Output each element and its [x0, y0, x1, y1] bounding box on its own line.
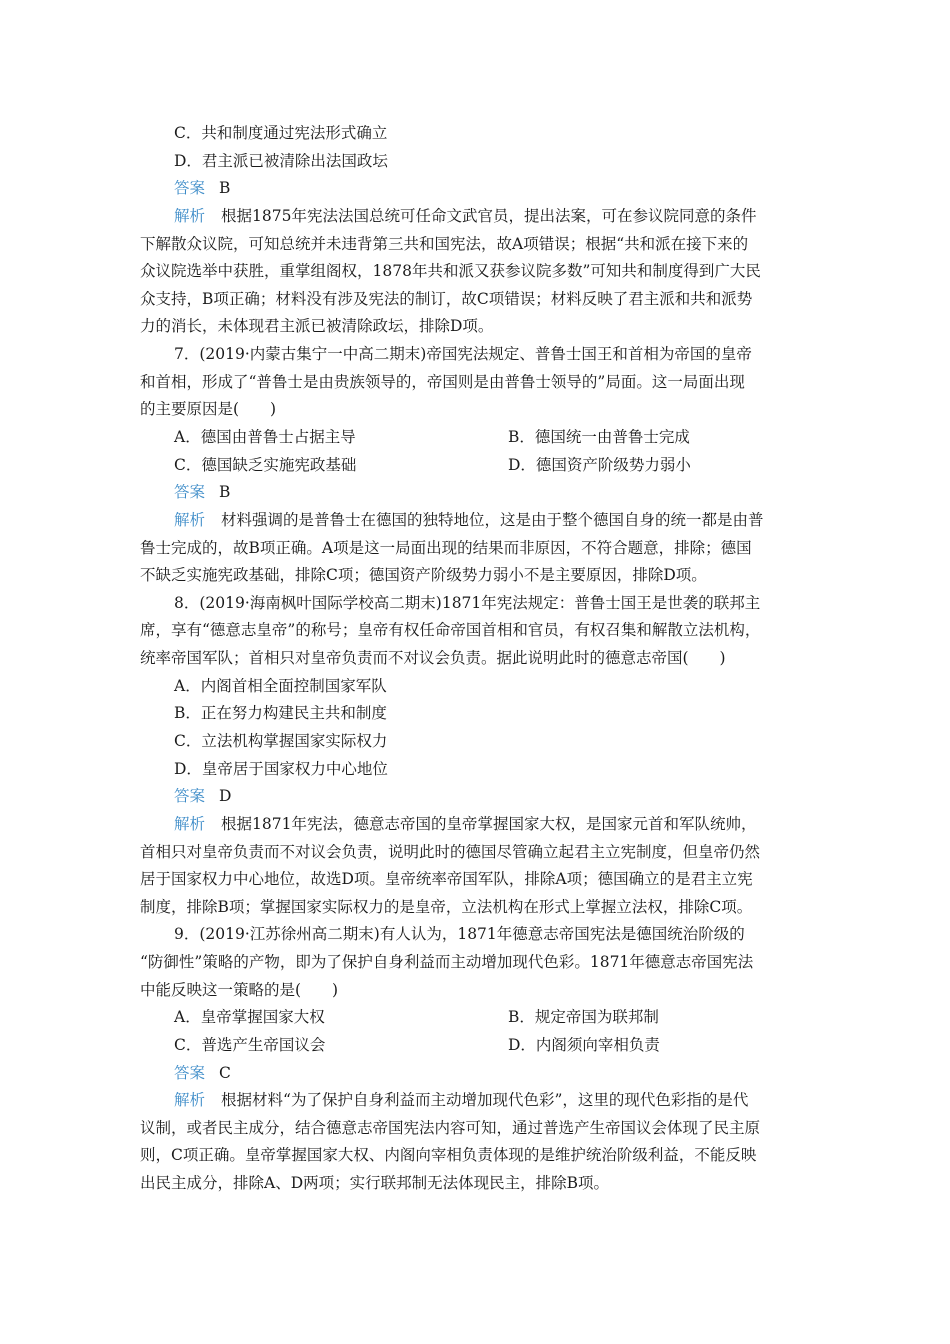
q8-analysis-line-3: 居于国家权力中心地位，故选D项。皇帝统率帝国军队，排除A项；德国确立的是君主立宪 [140, 870, 753, 888]
q9-analysis-line-2: 议制，或者民主成分，结合德意志帝国宪法内容可知，通过普选产生帝国议会体现了民主原 [140, 1119, 761, 1137]
q9-stem-line-2: “防御性”策略的产物，即为了保护自身利益而主动增加现代色彩。1871年德意志帝国宪法 [140, 953, 754, 971]
analysis-text: 根据材料“为了保护自身利益而主动增加现代色彩”，这里的现代色彩指的是代 [221, 1091, 749, 1109]
q6-answer [174, 175, 864, 203]
q9-stem-line-3: 中能反映这一策略的是( ) [140, 981, 339, 999]
q6-analysis-line-2: 下解散众议院，可知总统并未违背第三共和国宪法，故A项错误；根据“共和派在接下来的 [140, 235, 749, 253]
q7-answer [174, 479, 864, 507]
analysis-label: 解析 [174, 1091, 206, 1109]
answer-label: 答案 [174, 787, 206, 805]
q8-stem-line-1: 8．(2019·海南枫叶国际学校高二期末)1871年宪法规定：普鲁士国王是世袭的联邦主 [174, 594, 761, 612]
q6-analysis-line-5: 力的消长，未体现君主派已被清除政坛，排除D项。 [140, 317, 494, 335]
q8-answer [174, 783, 864, 811]
q8-analysis-line-1 [174, 811, 864, 839]
q7-option-b: B．德国统一由普鲁士完成 [508, 428, 690, 446]
q9-analysis-line-4: 出民主成分，排除A、D两项；实行联邦制无法体现民主，排除B项。 [140, 1174, 610, 1192]
q7-option-c: C．德国缺乏实施宪政基础 [174, 456, 357, 474]
answer-value: B [219, 179, 231, 197]
q9-stem-line-1: 9．(2019·江苏徐州高二期末)有人认为，1871年德意志帝国宪法是德国统治阶级的 [174, 925, 745, 943]
q9-analysis-line-1 [174, 1087, 864, 1115]
answer-label: 答案 [174, 179, 206, 197]
q7-option-d: D．德国资产阶级势力弱小 [508, 456, 691, 474]
answer-value: B [219, 483, 231, 501]
q7-stem-line-2: 和首相，形成了“普鲁士是由贵族领导的，帝国则是由普鲁士领导的”局面。这一局面出现 [140, 373, 745, 391]
answer-label: 答案 [174, 1064, 206, 1082]
answer-label: 答案 [174, 483, 206, 501]
q9-analysis-line-3: 则，C项正确。皇帝掌握国家大权、内阁向宰相负责体现的是维护统治阶级利益，不能反映 [140, 1146, 757, 1164]
q8-option-d: D．皇帝居于国家权力中心地位 [174, 760, 388, 778]
answer-value: D [219, 787, 232, 805]
analysis-text: 材料强调的是普鲁士在德国的独特地位，这是由于整个德国自身的统一都是由普 [221, 511, 764, 529]
q7-analysis-line-2: 鲁士完成的，故B项正确。A项是这一局面出现的结果而非原因，不符合题意，排除；德国 [140, 539, 752, 557]
q7-stem-line-3: 的主要原因是( ) [140, 400, 277, 418]
q8-analysis-line-4: 制度，排除B项；掌握国家实际权力的是皇帝，立法机构在形式上掌握立法权，排除C项。 [140, 898, 753, 916]
q6-option-d: D．君主派已被清除出法国政坛 [174, 152, 388, 170]
q6-option-c: C．共和制度通过宪法形式确立 [174, 124, 388, 142]
q7-analysis-line-1 [174, 507, 864, 535]
q8-option-c: C．立法机构掌握国家实际权力 [174, 732, 388, 750]
q6-analysis-line-3: 众议院选举中获胜，重掌组阁权，1878年共和派又获参议院多数”可知共和制度得到广大民 [140, 262, 761, 280]
analysis-label: 解析 [174, 511, 206, 529]
q9-option-d: D．内阁须向宰相负责 [508, 1036, 660, 1054]
answer-value: C [219, 1064, 231, 1082]
analysis-label: 解析 [174, 815, 206, 833]
q8-option-a: A．内阁首相全面控制国家军队 [174, 677, 387, 695]
q8-option-b: B．正在努力构建民主共和制度 [174, 704, 387, 722]
q8-analysis-line-2: 首相只对皇帝负责而不对议会负责，说明此时的德国尽管确立起君主立宪制度，但皇帝仍然 [140, 843, 761, 861]
analysis-text: 根据1871年宪法，德意志帝国的皇帝掌握国家大权，是国家元首和军队统帅， [221, 815, 757, 833]
q9-option-a: A．皇帝掌握国家大权 [174, 1008, 325, 1026]
q9-option-b: B．规定帝国为联邦制 [508, 1008, 659, 1026]
analysis-text: 根据1875年宪法法国总统可任命文武官员，提出法案，可在参议院同意的条件 [221, 207, 757, 225]
q7-stem-line-1: 7．(2019·内蒙古集宁一中高二期末)帝国宪法规定、普鲁士国王和首相为帝国的皇帝 [174, 345, 752, 363]
analysis-label: 解析 [174, 207, 206, 225]
q6-analysis-line-4: 众支持，B项正确；材料没有涉及宪法的制订，故C项错误；材料反映了君主派和共和派势 [140, 290, 753, 308]
q8-stem-line-3: 统率帝国军队；首相只对皇帝负责而不对议会负责。据此说明此时的德意志帝国( ) [140, 649, 726, 667]
q9-option-c: C．普选产生帝国议会 [174, 1036, 326, 1054]
q9-answer [174, 1060, 864, 1088]
q8-stem-line-2: 席，享有“德意志皇帝”的称号；皇帝有权任命帝国首相和官员，有权召集和解散立法机构， [140, 621, 761, 639]
q7-option-a: A．德国由普鲁士占据主导 [174, 428, 356, 446]
q7-analysis-line-3: 不缺乏实施宪政基础，排除C项；德国资产阶级势力弱小不是主要原因，排除D项。 [140, 566, 707, 584]
q6-analysis-line-1 [174, 203, 864, 231]
